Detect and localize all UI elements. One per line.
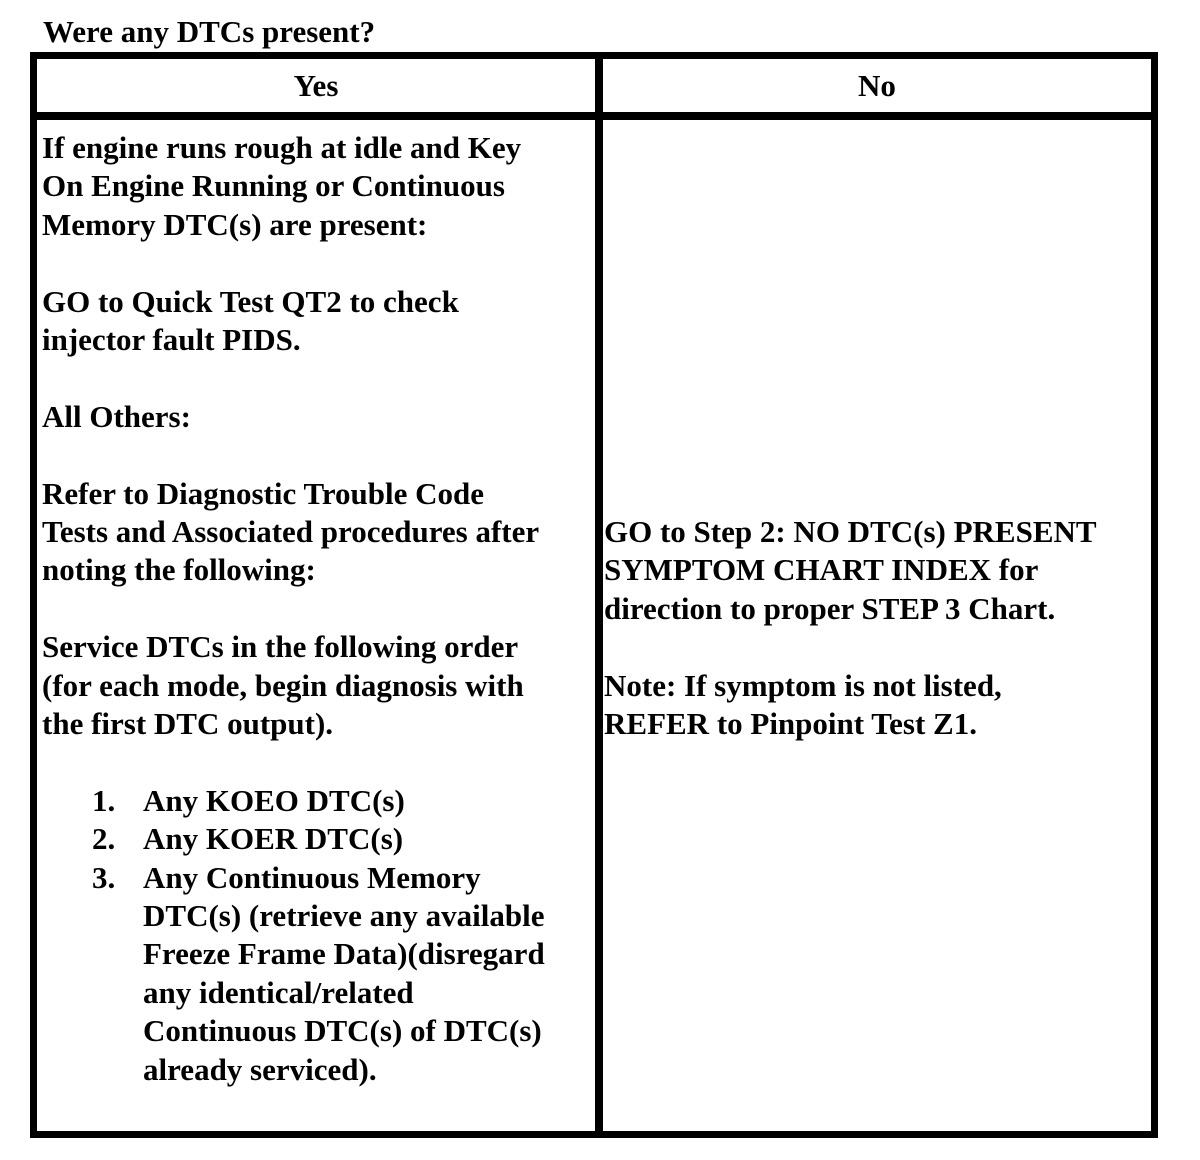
text-line: Tests and Associated procedures after: [42, 514, 540, 550]
text-line: GO to Step 2: NO DTC(s) PRESENT: [604, 514, 1097, 549]
text-line: If engine runs rough at idle and Key: [42, 130, 522, 165]
question-heading: Were any DTCs present?: [43, 14, 376, 49]
list-item: [42, 859, 594, 1089]
text-line: injector fault PIDS.: [42, 322, 301, 358]
text-line: GO to Quick Test QT2 to check: [42, 283, 459, 319]
text-line: Note: If symptom is not listed,: [604, 667, 1002, 703]
text-line: noting the following:: [42, 552, 316, 588]
list-item: [42, 820, 594, 858]
header-divider: [37, 112, 1151, 120]
list-number: 1.: [92, 782, 116, 818]
yes-paragraph-service-order: [42, 628, 594, 743]
yes-cell: [42, 129, 594, 1089]
text-line: Any KOEO DTC(s): [143, 782, 405, 818]
text-line: SYMPTOM CHART INDEX for: [604, 552, 1039, 588]
text-line: Any Continuous Memory: [143, 859, 481, 895]
text-line: Freeze Frame Data)(disregard: [143, 936, 545, 972]
list-number: 3.: [92, 859, 116, 895]
text-line: direction to proper STEP 3 Chart.: [604, 590, 1056, 626]
text-line: the first DTC output).: [42, 706, 334, 742]
yes-paragraph-all-others: [42, 398, 594, 436]
yes-paragraph-refer: [42, 475, 594, 590]
text-line: (for each mode, begin diagnosis with: [42, 667, 524, 703]
no-paragraph-note: [604, 667, 1149, 744]
no-paragraph-step2: [604, 513, 1149, 628]
text-line: Continuous DTC(s) of DTC(s): [143, 1013, 542, 1049]
text-line: DTC(s) (retrieve any available: [143, 898, 545, 934]
text-line: already serviced).: [143, 1051, 377, 1087]
column-divider: [595, 59, 603, 1131]
text-line: All Others:: [42, 398, 191, 434]
dtc-decision-table: [30, 52, 1158, 1138]
list-item: [42, 782, 594, 820]
text-line: REFER to Pinpoint Test Z1.: [604, 706, 977, 742]
list-number: 2.: [92, 821, 116, 857]
yes-paragraph-engine-rough: [42, 129, 594, 244]
service-order-list: [42, 782, 594, 1089]
text-line: On Engine Running or Continuous: [42, 168, 505, 204]
header-yes: Yes: [293, 68, 339, 103]
yes-paragraph-quick-test: [42, 283, 594, 360]
text-line: Service DTCs in the following order: [42, 629, 519, 665]
text-line: Memory DTC(s) are present:: [42, 206, 428, 242]
header-no: No: [858, 68, 896, 103]
no-cell: [604, 513, 1149, 743]
text-line: Any KOER DTC(s): [143, 821, 404, 857]
text-line: any identical/related: [143, 974, 414, 1010]
text-line: Refer to Diagnostic Trouble Code: [42, 475, 485, 511]
